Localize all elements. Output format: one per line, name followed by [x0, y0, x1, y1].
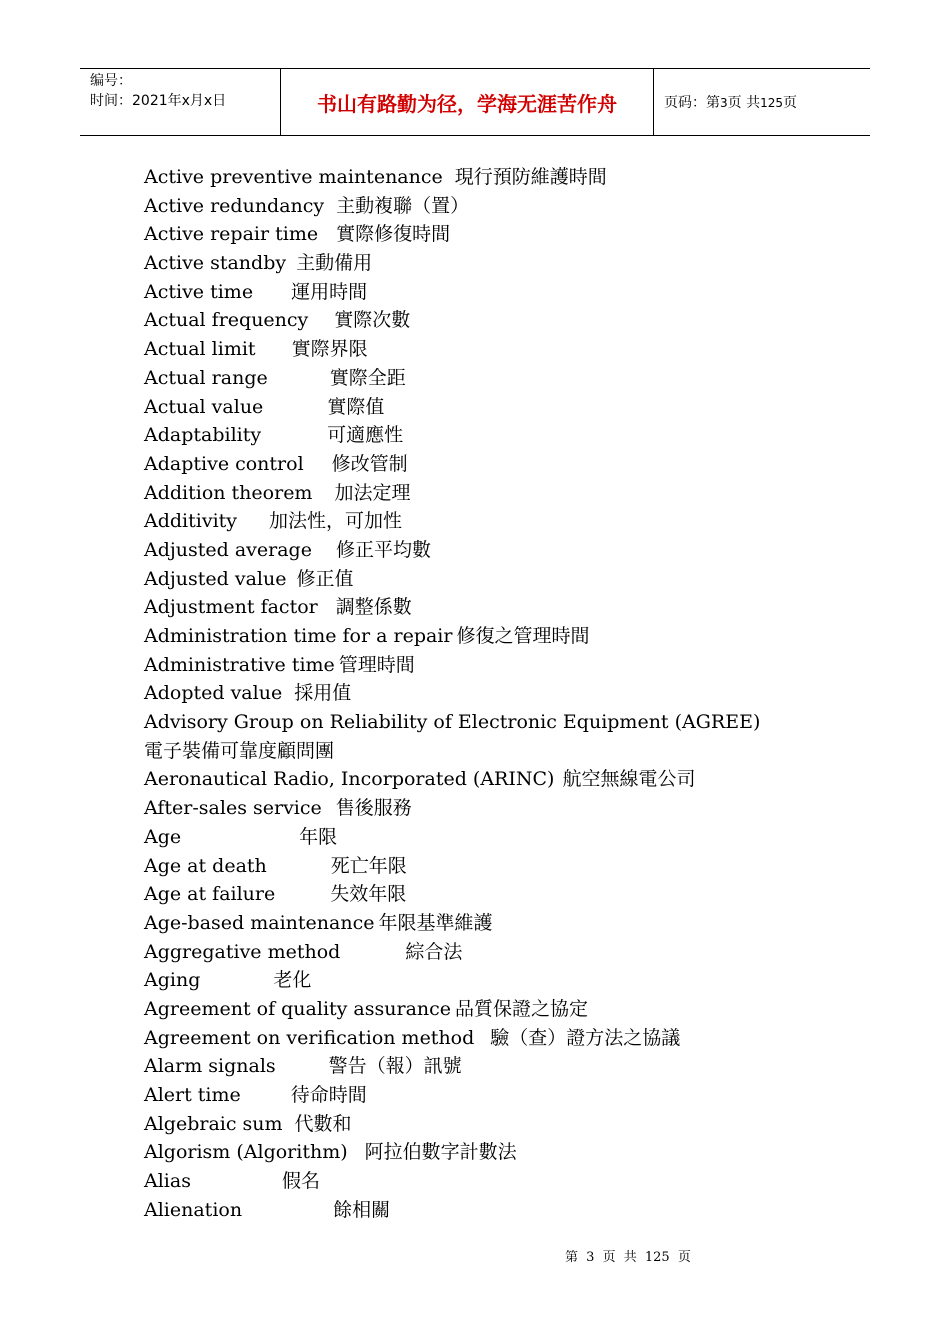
glossary-entry — [144, 1052, 794, 1081]
glossary-translation: 老化 — [273, 969, 312, 992]
glossary-term: Aggregative method — [144, 940, 341, 963]
glossary-entry — [144, 794, 794, 823]
glossary-entry — [144, 450, 794, 479]
glossary-translation: 航空無線電公司 — [562, 768, 696, 791]
glossary-entry — [144, 622, 794, 651]
glossary-term: Aeronautical Radio, Incorporated (ARINC) — [144, 768, 555, 791]
glossary-translation: 可適應性 — [327, 424, 404, 447]
header-motto — [281, 69, 654, 135]
glossary-translation: 修改管制 — [331, 452, 408, 475]
glossary-entry — [144, 335, 794, 364]
glossary-term: Advisory Group on Reliability of Electronic Equipment (AGREE) — [144, 711, 761, 734]
glossary-entry — [144, 163, 794, 192]
glossary-entry — [144, 507, 794, 536]
glossary-term: Active repair time — [144, 223, 319, 246]
glossary-term: Additivity — [144, 510, 238, 533]
glossary-term: Adaptability — [144, 424, 262, 447]
glossary-term: Adjusted value — [144, 567, 287, 590]
glossary-translation: 實際次數 — [334, 309, 411, 332]
glossary-translation: 主動備用 — [296, 252, 373, 275]
glossary-term: Age at failure — [144, 883, 276, 906]
glossary-translation: 失效年限 — [330, 883, 407, 906]
glossary-translation: 假名 — [281, 1170, 320, 1193]
glossary-translation: 電子裝備可靠度顧問團 — [144, 739, 335, 762]
glossary-term: Actual range — [144, 366, 268, 389]
document-time: 时间：2021年x月x日 — [90, 93, 227, 109]
glossary-entry — [144, 593, 794, 622]
glossary-term: Alarm signals — [144, 1055, 276, 1078]
glossary-entry — [144, 249, 794, 278]
glossary-translation: 加法定理 — [334, 481, 411, 504]
header-meta — [80, 69, 281, 135]
glossary-translation: 餘相關 — [333, 1198, 391, 1221]
glossary-translation: 阿拉伯數字計數法 — [364, 1141, 517, 1164]
glossary-translation: 警告（報）訊號 — [328, 1055, 462, 1078]
glossary-translation: 死亡年限 — [330, 854, 407, 877]
footer-prefix: 第 — [565, 1250, 579, 1265]
glossary-entry — [144, 1196, 794, 1225]
glossary-translation: 修復之管理時間 — [456, 625, 590, 647]
glossary-entry — [144, 306, 794, 335]
glossary-entry — [144, 938, 794, 967]
glossary-translation: 修正平均數 — [335, 538, 431, 561]
glossary-translation: 加法性，可加性 — [269, 510, 403, 533]
glossary-translation: 運用時間 — [291, 280, 368, 303]
document-number-label: 编号： — [90, 73, 132, 89]
glossary-term: Administrative time — [144, 653, 335, 676]
glossary-translation: 驗（查）證方法之協議 — [490, 1026, 681, 1049]
glossary-term: Algorism (Algorithm) — [144, 1141, 348, 1164]
footer-mid1: 页 — [602, 1250, 616, 1265]
glossary-term: Active preventive maintenance — [144, 166, 443, 188]
footer-page-counter — [563, 1246, 693, 1265]
glossary-entry — [144, 995, 794, 1024]
page-mid: 页 共 — [727, 95, 761, 111]
glossary-translation: 年限 — [299, 825, 338, 848]
glossary-term: Algebraic sum — [144, 1112, 283, 1135]
glossary-entry — [144, 651, 794, 680]
glossary-term: Age at death — [144, 854, 267, 877]
glossary-term: Adaptive control — [144, 452, 304, 475]
motto-text: 书山有路勤为径，学海无涯苦作舟 — [317, 91, 617, 116]
glossary-term: Age — [144, 825, 182, 848]
glossary-term: Alias — [144, 1170, 191, 1193]
glossary-translation: 採用值 — [294, 682, 352, 705]
glossary-entry — [144, 479, 794, 508]
glossary-term: Agreement on verification method — [144, 1026, 475, 1049]
glossary-translation: 實際界限 — [291, 338, 368, 361]
glossary-entry — [144, 1081, 794, 1110]
footer-total: 125 — [644, 1250, 670, 1265]
glossary-translation: 年限基準維護 — [378, 911, 493, 934]
page-header — [80, 68, 870, 136]
glossary-translation: 綜合法 — [405, 940, 463, 963]
glossary-translation: 代數和 — [294, 1112, 352, 1135]
glossary-entry — [144, 278, 794, 307]
glossary-term: Active time — [144, 280, 254, 303]
glossary-term: Active standby — [144, 252, 287, 275]
glossary-entry — [144, 565, 794, 594]
glossary-entry — [144, 1138, 794, 1167]
glossary-translation: 管理時間 — [338, 653, 415, 676]
page-prefix: 页码：第 — [664, 95, 720, 111]
glossary-entry — [144, 1110, 794, 1139]
page-total: 125 — [760, 96, 783, 110]
glossary-term: Alert time — [144, 1084, 241, 1107]
glossary-term: After-sales service — [144, 797, 322, 820]
glossary-translation: 待命時間 — [290, 1084, 367, 1107]
page-counter — [664, 92, 870, 112]
footer-page: 3 — [586, 1250, 595, 1265]
glossary-translation: 主動複聯（置） — [336, 194, 470, 217]
glossary-term: Active redundancy — [144, 194, 325, 217]
glossary-translation: 現行預防維護時間 — [454, 166, 607, 188]
footer-suffix: 页 — [677, 1250, 691, 1265]
glossary-translation: 品質保證之協定 — [455, 997, 589, 1020]
footer-mid2: 共 — [623, 1250, 637, 1265]
glossary-entry — [144, 364, 794, 393]
glossary-term: Aging — [144, 969, 201, 992]
glossary-term: Adopted value — [144, 682, 283, 705]
glossary-entry — [144, 1024, 794, 1053]
glossary-entry — [144, 679, 794, 708]
glossary-entry — [144, 1167, 794, 1196]
glossary-entry — [144, 708, 794, 765]
glossary-term: Administration time for a repair — [144, 625, 453, 647]
glossary-translation: 修正值 — [296, 567, 354, 590]
glossary-entry — [144, 880, 794, 909]
glossary-entry — [144, 909, 794, 938]
glossary-entry — [144, 536, 794, 565]
glossary-entry — [144, 421, 794, 450]
glossary-term: Actual value — [144, 395, 264, 418]
glossary-translation: 售後服務 — [335, 797, 412, 820]
glossary-term: Addition theorem — [144, 481, 313, 504]
glossary-term: Age-based maintenance — [144, 911, 375, 934]
header-page-info — [654, 69, 870, 135]
page-number: 3 — [720, 96, 728, 110]
glossary-entry — [144, 823, 794, 852]
glossary-term: Actual limit — [144, 338, 256, 361]
glossary-translation: 調整係數 — [335, 596, 412, 619]
glossary-term: Alienation — [144, 1198, 243, 1221]
glossary-term: Adjusted average — [144, 538, 312, 561]
glossary-term: Adjustment factor — [144, 596, 318, 619]
glossary-translation: 實際值 — [327, 395, 385, 418]
glossary-entry — [144, 765, 794, 794]
glossary-term: Agreement of quality assurance — [144, 997, 452, 1020]
glossary-entry — [144, 192, 794, 221]
glossary-translation: 實際全距 — [329, 366, 406, 389]
glossary-translation: 實際修復時間 — [336, 223, 451, 246]
glossary-entry — [144, 393, 794, 422]
glossary-entry — [144, 220, 794, 249]
glossary-entry — [144, 852, 794, 881]
glossary-entry — [144, 966, 794, 995]
page-suffix: 页 — [783, 95, 797, 111]
glossary-term: Actual frequency — [144, 309, 309, 332]
glossary-list — [144, 163, 794, 1224]
